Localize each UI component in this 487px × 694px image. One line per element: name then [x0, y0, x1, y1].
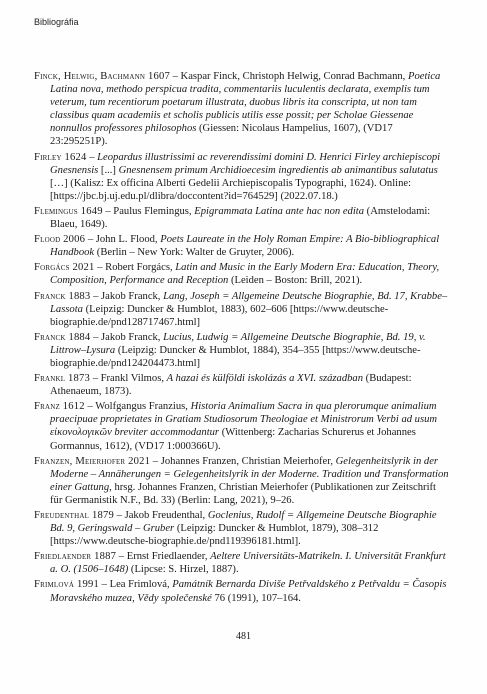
entry-key: Firley 1624 [34, 151, 87, 163]
running-head: Bibliográfia [34, 17, 79, 27]
bibliography-entry [34, 233, 450, 259]
bibliography-entry [34, 509, 450, 548]
bibliography-entry [34, 578, 450, 604]
entry-text: 76 (1991), 107–164. [211, 592, 301, 604]
entry-text: (Budapest: Athenaeum, 1873). [50, 373, 412, 398]
entry-text: (Berlin – New York: Walter de Gruyter, 2006). [94, 247, 295, 259]
bibliography-entry [34, 290, 450, 329]
entry-text: – Wolfgangus Franzius, [84, 401, 191, 413]
entry-title: Poets Laureate in the Holy Roman Empire: A Bio-bibliographical Handbook [50, 234, 440, 259]
entry-title: Aeltere Universitäts-Matrikeln. I. Universität Frankfurt a. O. (1506–1648) [50, 551, 446, 576]
entry-key: Flemingus 1649 [34, 205, 103, 217]
entry-title: A hazai és külföldi iskolázás a XVI. században [166, 373, 364, 385]
entry-text: – Kaspar Finck, Christoph Helwig, Conrad Bachmann, [169, 71, 408, 82]
entry-key: Finck, Helwig, Bachmann 1607 [34, 71, 170, 82]
entry-key: Freudenthal 1879 [34, 510, 114, 521]
bibliography-entry [34, 331, 450, 370]
entry-text: (Leipzig: Duncker & Humblot, 1879), 308–312 [https://www.deutsche-biographie.de/pnd119396181.html]. [50, 523, 379, 548]
entry-title: Poetica Latina nova, methodo perspicua tradita, commentariis luculentis declarata, exemplis tum veterum, tum recentiorum poetarum illustrata, duobus libris ita conscripta, ut non tam classibus quam academiis et scholis publicis utilis esse possit; per Scholae Giessenae nonnullos professores philosophos [50, 71, 441, 135]
entry-text: (Lipcse: S. Hirzel, 1887). [128, 564, 239, 576]
bibliography-list [34, 70, 450, 607]
entry-key: Franck 1883 [34, 290, 91, 302]
entry-text: – Jakob Franck, [90, 331, 164, 343]
entry-key: Flood 2006 [34, 234, 86, 246]
entry-title: Lucius, Ludwig = Allgemeine Deutsche Biographie, Bd. 19, v. Littrow–Lysura [50, 331, 426, 356]
entry-title: Lang, Joseph = Allgemeine Deutsche Biographie, Bd. 17, Krabbe–Lassota [50, 290, 448, 315]
entry-title: Památník Bernarda Diviše Petřvaldského z Petřvaldu = Časopis Moravského muzea, Vědy společenské [50, 579, 447, 604]
entry-text: (Amstelodami: Blaeu, 1649). [50, 205, 431, 231]
entry-text: (Wittenberg: Zacharias Schurerus et Johannes Gormannus, 1612), (VD17 1:000366U). [50, 427, 416, 452]
entry-text: […] (Kalisz: Ex officina Alberti Gedelii Archiepiscopalis Typographi, 1624). Online: [https://jbc.bj.uj.edu.pl/dlibra/doccontent?id=764529] (2022.07.18.) [50, 177, 412, 202]
entry-text: – John L. Flood, [85, 234, 161, 246]
entry-key: Frimlová 1991 [34, 579, 99, 591]
entry-title: Goclenius, Rudolf = Allgemeine Deutsche Biographie Bd. 9, Geringswald – Gruber [50, 510, 437, 535]
bibliography-entry [34, 400, 450, 452]
bibliography-entry [34, 205, 450, 231]
entry-text: – Robert Forgács, [94, 262, 176, 274]
entry-text: – Frankl Vilmos, [90, 373, 167, 385]
bibliography-entry [34, 70, 450, 149]
entry-key: Forgács 2021 [34, 262, 95, 274]
entry-key: Frankl 1873 [34, 373, 91, 385]
entry-text: – [86, 151, 98, 163]
entry-text: – Ernst Friedlaender, [116, 551, 211, 563]
entry-title: Latin and Music in the Early Modern Era: Education, Theory, Composition, Performance and Reception [50, 262, 440, 287]
entry-title: Epigrammata Latina ante hac non edita [194, 205, 365, 217]
bibliography-entry [34, 261, 450, 287]
entry-text: – Jakob Franck, [90, 290, 164, 302]
entry-text: (Leipzig: Duncker & Humblot, 1884), 354–355 [https://www.deutsche-biographie.de/pnd124204473.html] [50, 344, 421, 369]
entry-key: Friedlaender 1887 [34, 551, 117, 563]
entry-text: , hrsg. Johannes Franzen, Christian Meierhofer (Publikationen zur Zeitschrift für Germanistik N.F., Bd. 33) (Berlin: Lang, 2021), 9–26. [50, 481, 436, 506]
entry-key: Franz 1612 [34, 401, 85, 413]
bibliography-entry [34, 151, 450, 203]
entry-text: (Giessen: Nicolaus Hampelius, 1607), (VD17 23:295251P). [50, 123, 393, 148]
entry-title: Gnesnensem primum Archidioecesim ingredientis ab animantibus salutatus [118, 164, 438, 176]
entry-text: (Leiden – Boston: Brill, 2021). [228, 275, 363, 287]
entry-text: [...] [98, 164, 119, 176]
bibliography-entry [34, 372, 450, 398]
entry-text: – Lea Frimlová, [99, 579, 173, 591]
entry-text: – Johannes Franzen, Christian Meierhofer, [150, 455, 336, 467]
page-number: 481 [236, 631, 251, 642]
entry-key: Franzen, Meierhofer 2021 [34, 455, 151, 467]
entry-title: Leopardus illustrissimi ac reverendissimi domini D. Henrici Firley archiepiscopi Gnesnensis [50, 151, 441, 176]
entry-text: – Jakob Freudenthal, [113, 510, 208, 521]
bibliography-entry [34, 455, 450, 507]
entry-text: (Leipzig: Duncker & Humblot, 1883), 602–606 [https://www.deutsche-biographie.de/pnd128717467.html] [50, 303, 389, 328]
entry-title: Gelegenheitslyrik in der Moderne – Annäherungen = Gelegenheitslyrik in der Moderne. Tradition und Transformation einer Gattung [50, 455, 449, 493]
entry-title: Historia Animalium Sacra in qua plerorumque animalium praecipuae proprietates in Gratiam Studiosorum Theologiae et Ministrorum Verbi ad usum εἰκονολογικῶν breviter accommodantur [50, 401, 438, 439]
bibliography-entry [34, 550, 450, 576]
entry-text: – Paulus Flemingus, [102, 205, 195, 217]
entry-key: Franck 1884 [34, 331, 91, 343]
